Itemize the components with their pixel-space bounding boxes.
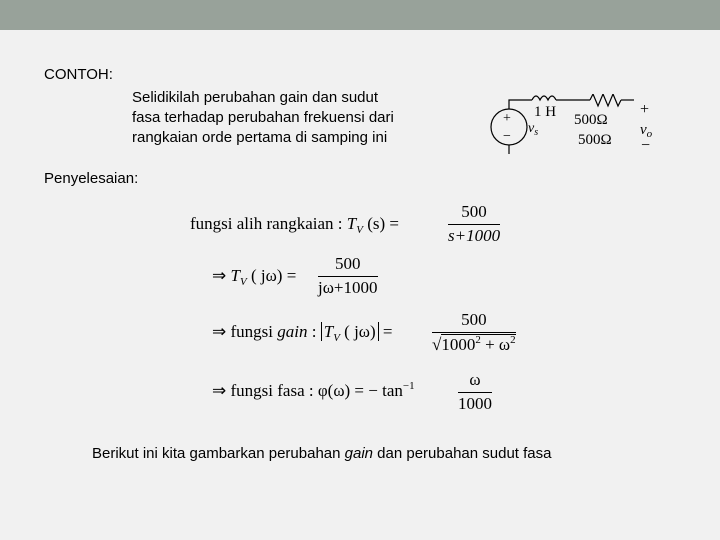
- example-heading: CONTOH:: [44, 66, 113, 83]
- equation-transfer: fungsi alih rangkaian : $T_V$ (s) = 500 s+1000: [190, 202, 501, 245]
- circuit-diagram: [482, 94, 672, 156]
- numerator: 500: [335, 254, 361, 273]
- fraction: [458, 370, 492, 414]
- source-minus: −: [503, 129, 511, 144]
- denominator: 1000: [458, 394, 492, 413]
- resistor-label: 500Ω: [574, 112, 608, 128]
- equation-phase: ⇒ fungsi fasa : φ(ω) = − $\tan^{-1}$ ω 1000: [212, 370, 492, 413]
- task-line: Selidikilah perubahan gain dan sudut: [132, 89, 379, 106]
- equation-gain: ⇒ fungsi gain : $T_V$ ( jω) = 500 $√1000^2 + \omega^2$: [212, 310, 516, 354]
- denominator: jω+1000: [318, 278, 378, 297]
- output-label: $v_o$: [640, 122, 653, 140]
- denominator: s+1000: [448, 226, 501, 245]
- resistor-label: 500Ω: [578, 132, 612, 148]
- task-line: rangkaian orde pertama di samping ini: [132, 129, 388, 146]
- equation-jw: ⇒ $T_V$ ( jω) = 500 jω+1000: [212, 254, 378, 297]
- fraction: [432, 310, 516, 355]
- numerator: 500: [461, 310, 487, 329]
- output-plus: +: [640, 101, 650, 118]
- fraction: [318, 254, 378, 298]
- wire: [509, 100, 532, 109]
- fraction: [448, 202, 500, 246]
- inductor-label: 1 H: [534, 104, 557, 120]
- output-minus: −: [641, 137, 651, 154]
- title-bar: [0, 0, 720, 30]
- denominator: $√1000^2 + \omega^2$: [432, 334, 516, 354]
- resistor: [590, 94, 621, 106]
- task-text: [132, 88, 394, 148]
- equation-prefix: fungsi alih rangkaian :: [190, 214, 343, 233]
- solution-heading: Penyelesaian:: [44, 170, 139, 187]
- inductor: [532, 96, 556, 100]
- closing-text: Berikut ini kita gambarkan perubahan gain dan perubahan sudut fasa: [92, 445, 552, 462]
- source-plus: +: [503, 111, 511, 126]
- source-label: $v_s$: [528, 121, 539, 138]
- task-line: fasa terhadap perubahan frekuensi dari: [132, 109, 394, 126]
- numerator: 500: [461, 202, 487, 221]
- numerator: ω: [469, 370, 481, 389]
